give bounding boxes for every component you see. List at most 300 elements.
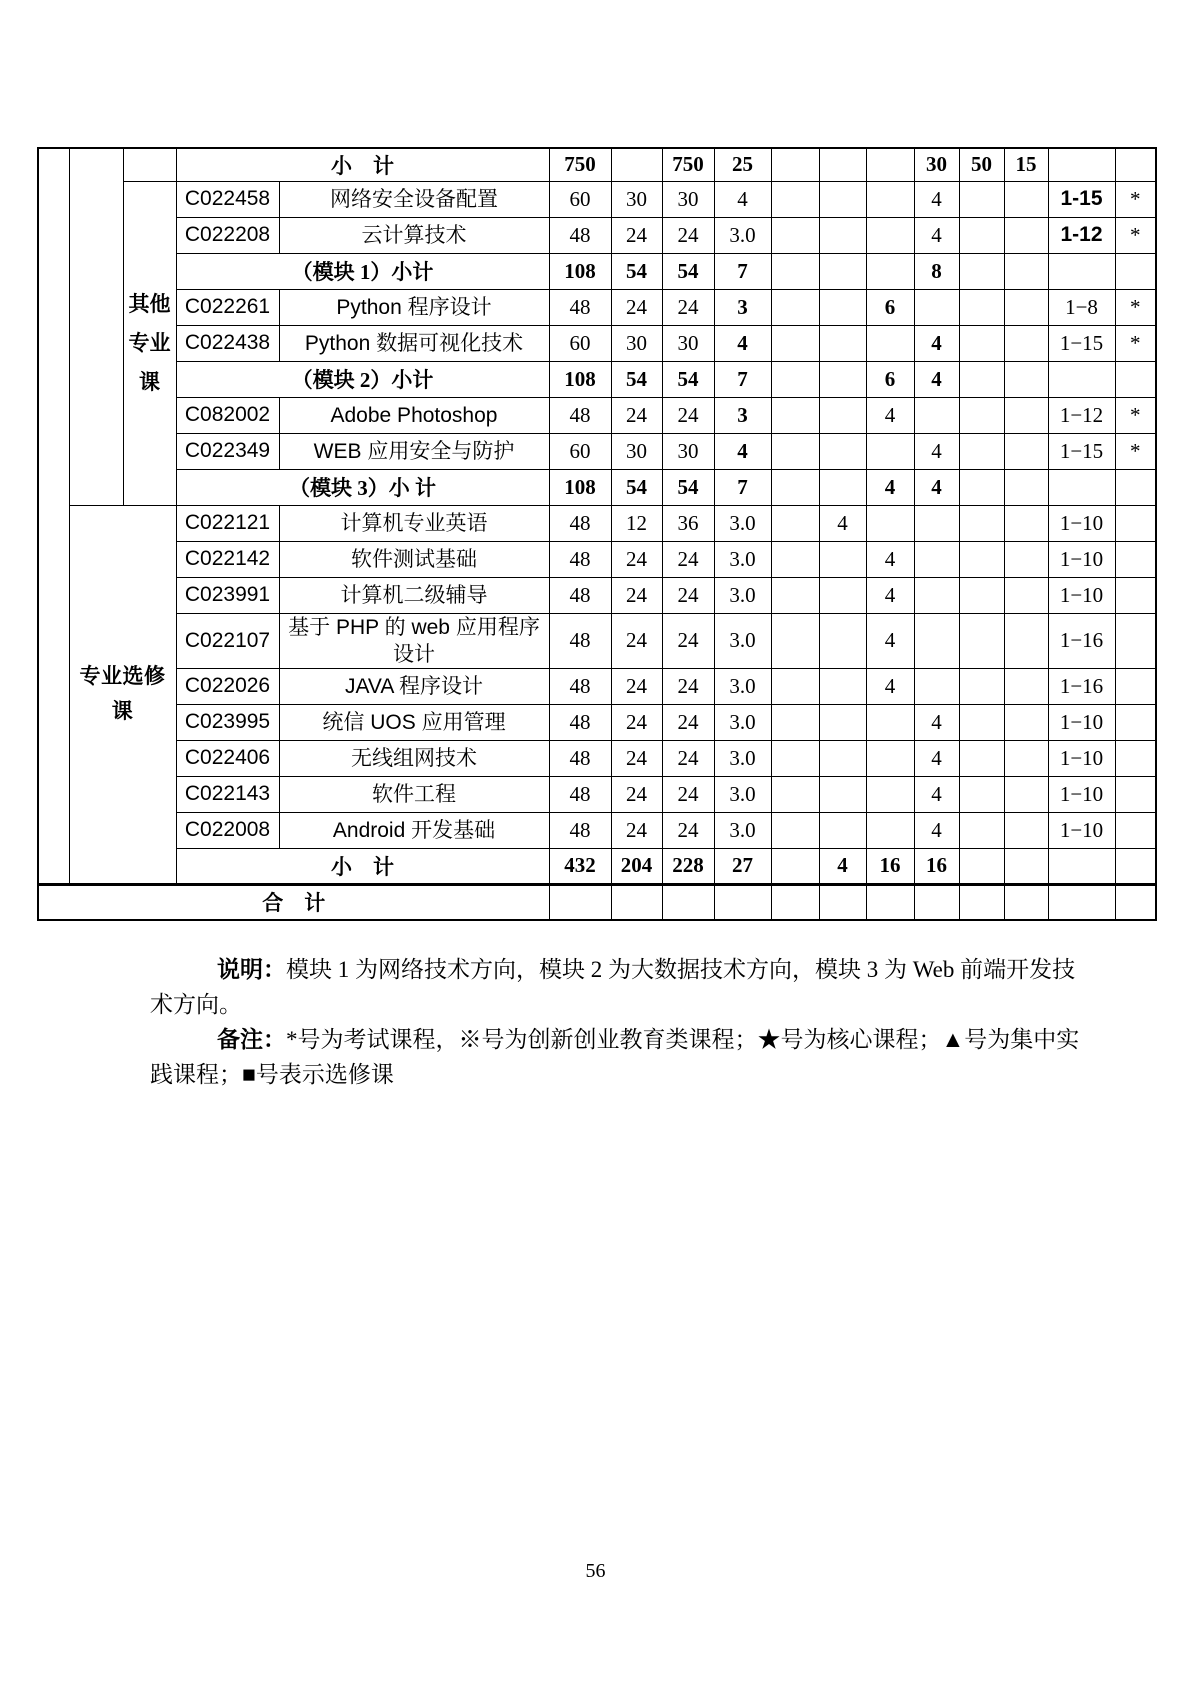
sem3-cell: 4 bbox=[866, 469, 914, 505]
sem2-cell bbox=[819, 289, 866, 325]
sem5-cell bbox=[959, 668, 1004, 704]
exam-flag-cell: * bbox=[1115, 433, 1156, 469]
table-row bbox=[38, 668, 1156, 704]
practice-hours-cell: 24 bbox=[662, 776, 714, 812]
lecture-hours-cell: 24 bbox=[611, 217, 662, 253]
practice-hours-cell: 24 bbox=[662, 289, 714, 325]
lecture-hours-cell: 24 bbox=[611, 740, 662, 776]
table-row bbox=[38, 289, 1156, 325]
sem2-cell bbox=[819, 577, 866, 613]
total-hours-cell: 48 bbox=[549, 289, 611, 325]
credits-cell: 7 bbox=[714, 361, 771, 397]
sem4-cell bbox=[914, 884, 959, 920]
lecture-hours-cell: 24 bbox=[611, 776, 662, 812]
table-row bbox=[38, 469, 1156, 505]
total-hours-cell: 60 bbox=[549, 181, 611, 217]
lecture-hours-cell: 24 bbox=[611, 613, 662, 668]
sem5-cell bbox=[959, 253, 1004, 289]
table-row bbox=[38, 541, 1156, 577]
sem5-cell: 50 bbox=[959, 148, 1004, 181]
sem3-cell: 16 bbox=[866, 848, 914, 884]
sem6-cell bbox=[1004, 325, 1048, 361]
total-hours-cell: 432 bbox=[549, 848, 611, 884]
weeks-cell: 1−10 bbox=[1048, 740, 1115, 776]
sem1-cell bbox=[771, 668, 819, 704]
exam-flag-cell bbox=[1115, 812, 1156, 848]
sem3-cell bbox=[866, 884, 914, 920]
sem4-cell: 4 bbox=[914, 217, 959, 253]
note-explanation-label: 说明： bbox=[217, 957, 286, 982]
exam-flag-cell bbox=[1115, 469, 1156, 505]
sem1-cell bbox=[771, 776, 819, 812]
sem4-cell: 30 bbox=[914, 148, 959, 181]
weeks-cell bbox=[1048, 148, 1115, 181]
sem4-cell: 4 bbox=[914, 469, 959, 505]
sem2-cell bbox=[819, 217, 866, 253]
total-hours-cell: 48 bbox=[549, 541, 611, 577]
practice-hours-cell bbox=[662, 884, 714, 920]
sem6-cell bbox=[1004, 505, 1048, 541]
note-explanation-text-cont: 术方向。 bbox=[150, 992, 242, 1017]
total-hours-cell: 48 bbox=[549, 505, 611, 541]
practice-hours-cell: 750 bbox=[662, 148, 714, 181]
lecture-hours-cell: 54 bbox=[611, 361, 662, 397]
course-code-cell: C022261 bbox=[176, 289, 279, 325]
practice-hours-cell: 54 bbox=[662, 469, 714, 505]
course-name-cell: Python 数据可视化技术 bbox=[279, 325, 549, 361]
table-row bbox=[38, 433, 1156, 469]
curriculum-table-body bbox=[38, 148, 1156, 920]
sem4-cell bbox=[914, 505, 959, 541]
total-hours-cell: 48 bbox=[549, 613, 611, 668]
sem5-cell bbox=[959, 217, 1004, 253]
weeks-cell: 1−10 bbox=[1048, 776, 1115, 812]
table-row bbox=[38, 505, 1156, 541]
sem1-cell bbox=[771, 217, 819, 253]
sem2-cell bbox=[819, 884, 866, 920]
sem1-cell bbox=[771, 253, 819, 289]
lecture-hours-cell: 24 bbox=[611, 812, 662, 848]
sem3-cell bbox=[866, 740, 914, 776]
curriculum-table bbox=[37, 147, 1157, 921]
sem2-cell bbox=[819, 704, 866, 740]
total-hours-cell: 108 bbox=[549, 469, 611, 505]
sem4-cell: 4 bbox=[914, 740, 959, 776]
exam-flag-cell: * bbox=[1115, 325, 1156, 361]
sem2-cell bbox=[819, 541, 866, 577]
sem1-cell bbox=[771, 740, 819, 776]
sem4-cell bbox=[914, 613, 959, 668]
exam-flag-cell bbox=[1115, 848, 1156, 884]
credits-cell: 3 bbox=[714, 397, 771, 433]
weeks-cell bbox=[1048, 253, 1115, 289]
sem5-cell bbox=[959, 577, 1004, 613]
exam-flag-cell bbox=[1115, 884, 1156, 920]
course-code-cell: C022208 bbox=[176, 217, 279, 253]
credits-cell: 3.0 bbox=[714, 704, 771, 740]
course-name-cell: Android 开发基础 bbox=[279, 812, 549, 848]
credits-cell: 3.0 bbox=[714, 668, 771, 704]
note-remark-line1 bbox=[150, 1022, 1080, 1057]
course-code-cell: C022121 bbox=[176, 505, 279, 541]
sem6-cell bbox=[1004, 253, 1048, 289]
practice-hours-cell: 24 bbox=[662, 704, 714, 740]
section-label-electives: 专业选修课 bbox=[69, 505, 176, 884]
sem4-cell: 8 bbox=[914, 253, 959, 289]
weeks-cell: 1−10 bbox=[1048, 541, 1115, 577]
lecture-hours-cell bbox=[611, 884, 662, 920]
practice-hours-cell: 24 bbox=[662, 812, 714, 848]
sem3-cell bbox=[866, 325, 914, 361]
lecture-hours-cell: 54 bbox=[611, 469, 662, 505]
sem6-cell bbox=[1004, 668, 1048, 704]
sem3-cell bbox=[866, 505, 914, 541]
sem1-cell bbox=[771, 397, 819, 433]
left-outer-empty-cell bbox=[38, 148, 69, 884]
table-row bbox=[38, 397, 1156, 433]
exam-flag-cell: * bbox=[1115, 289, 1156, 325]
note-remark-line2 bbox=[150, 1057, 1048, 1092]
lecture-hours-cell: 24 bbox=[611, 397, 662, 433]
course-name-cell: Python 程序设计 bbox=[279, 289, 549, 325]
exam-flag-cell bbox=[1115, 505, 1156, 541]
weeks-cell: 1−10 bbox=[1048, 577, 1115, 613]
sem5-cell bbox=[959, 433, 1004, 469]
lecture-hours-cell: 24 bbox=[611, 704, 662, 740]
sem6-cell bbox=[1004, 577, 1048, 613]
note-explanation-line1 bbox=[150, 952, 1076, 987]
practice-hours-cell: 24 bbox=[662, 668, 714, 704]
sem5-cell bbox=[959, 740, 1004, 776]
weeks-cell: 1−10 bbox=[1048, 505, 1115, 541]
course-code-cell: C022142 bbox=[176, 541, 279, 577]
exam-flag-cell bbox=[1115, 361, 1156, 397]
sem1-cell bbox=[771, 361, 819, 397]
practice-hours-cell: 24 bbox=[662, 613, 714, 668]
total-hours-cell: 48 bbox=[549, 776, 611, 812]
course-name-cell: 计算机二级辅导 bbox=[279, 577, 549, 613]
weeks-cell: 1−10 bbox=[1048, 704, 1115, 740]
sem6-cell bbox=[1004, 217, 1048, 253]
weeks-cell: 1−8 bbox=[1048, 289, 1115, 325]
credits-cell: 4 bbox=[714, 433, 771, 469]
sem3-cell bbox=[866, 433, 914, 469]
note-explanation-text: 模块 1 为网络技术方向，模块 2 为大数据技术方向，模块 3 为 Web 前端开发技 bbox=[286, 957, 1076, 982]
course-name-cell: 云计算技术 bbox=[279, 217, 549, 253]
sem1-cell bbox=[771, 812, 819, 848]
total-hours-cell: 108 bbox=[549, 361, 611, 397]
note-remark-label: 备注： bbox=[217, 1027, 286, 1052]
sem6-cell bbox=[1004, 433, 1048, 469]
sem6-cell bbox=[1004, 469, 1048, 505]
sem4-cell: 4 bbox=[914, 325, 959, 361]
sem1-cell bbox=[771, 704, 819, 740]
credits-cell: 3.0 bbox=[714, 812, 771, 848]
total-hours-cell: 48 bbox=[549, 704, 611, 740]
weeks-cell: 1−16 bbox=[1048, 668, 1115, 704]
sem3-cell: 6 bbox=[866, 361, 914, 397]
weeks-cell: 1−16 bbox=[1048, 613, 1115, 668]
sem2-cell: 4 bbox=[819, 848, 866, 884]
exam-flag-cell bbox=[1115, 704, 1156, 740]
sem2-cell bbox=[819, 469, 866, 505]
course-code-cell: C022143 bbox=[176, 776, 279, 812]
sem3-cell bbox=[866, 812, 914, 848]
sem4-cell: 4 bbox=[914, 361, 959, 397]
course-name-cell: Adobe Photoshop bbox=[279, 397, 549, 433]
sem4-cell: 4 bbox=[914, 776, 959, 812]
sem2-cell bbox=[819, 812, 866, 848]
sem3-cell: 4 bbox=[866, 397, 914, 433]
lecture-hours-cell: 12 bbox=[611, 505, 662, 541]
credits-cell: 4 bbox=[714, 325, 771, 361]
weeks-cell: 1−10 bbox=[1048, 812, 1115, 848]
course-name-cell: WEB 应用安全与防护 bbox=[279, 433, 549, 469]
lecture-hours-cell: 30 bbox=[611, 325, 662, 361]
lecture-hours-cell: 30 bbox=[611, 181, 662, 217]
exam-flag-cell bbox=[1115, 541, 1156, 577]
sem1-cell bbox=[771, 848, 819, 884]
practice-hours-cell: 54 bbox=[662, 253, 714, 289]
sem2-cell bbox=[819, 433, 866, 469]
sem4-cell bbox=[914, 577, 959, 613]
sem5-cell bbox=[959, 613, 1004, 668]
sem3-cell bbox=[866, 704, 914, 740]
practice-hours-cell: 24 bbox=[662, 740, 714, 776]
table-row bbox=[38, 361, 1156, 397]
sem3-cell: 4 bbox=[866, 577, 914, 613]
weeks-cell bbox=[1048, 469, 1115, 505]
footnotes bbox=[150, 952, 1080, 1092]
credits-cell: 7 bbox=[714, 469, 771, 505]
sem6-cell bbox=[1004, 848, 1048, 884]
note-remark-text-cont: 践课程；■号表示选修课 bbox=[150, 1062, 394, 1087]
sem2-cell bbox=[819, 613, 866, 668]
practice-hours-cell: 24 bbox=[662, 397, 714, 433]
practice-hours-cell: 24 bbox=[662, 577, 714, 613]
sem4-cell bbox=[914, 541, 959, 577]
course-name-cell: 计算机专业英语 bbox=[279, 505, 549, 541]
sem6-cell bbox=[1004, 289, 1048, 325]
sem2-cell bbox=[819, 181, 866, 217]
table-row bbox=[38, 613, 1156, 668]
course-name-cell: 统信 UOS 应用管理 bbox=[279, 704, 549, 740]
course-code-cell: C082002 bbox=[176, 397, 279, 433]
sem6-cell bbox=[1004, 541, 1048, 577]
course-code-cell: C022008 bbox=[176, 812, 279, 848]
credits-cell: 4 bbox=[714, 181, 771, 217]
sem5-cell bbox=[959, 505, 1004, 541]
sem5-cell bbox=[959, 289, 1004, 325]
credits-cell: 3.0 bbox=[714, 217, 771, 253]
practice-hours-cell: 54 bbox=[662, 361, 714, 397]
credits-cell bbox=[714, 884, 771, 920]
course-code-cell: C022406 bbox=[176, 740, 279, 776]
total-hours-cell: 48 bbox=[549, 577, 611, 613]
sem1-cell bbox=[771, 433, 819, 469]
sem3-cell bbox=[866, 148, 914, 181]
sem6-cell bbox=[1004, 613, 1048, 668]
exam-flag-cell bbox=[1115, 740, 1156, 776]
total-hours-cell: 48 bbox=[549, 397, 611, 433]
sem2-cell bbox=[819, 361, 866, 397]
section-label-spacer-cell bbox=[123, 148, 176, 181]
exam-flag-cell: * bbox=[1115, 181, 1156, 217]
sem2-cell bbox=[819, 325, 866, 361]
practice-hours-cell: 30 bbox=[662, 433, 714, 469]
sem3-cell: 6 bbox=[866, 289, 914, 325]
exam-flag-cell bbox=[1115, 668, 1156, 704]
sem3-cell bbox=[866, 776, 914, 812]
sem1-cell bbox=[771, 613, 819, 668]
sem4-cell: 4 bbox=[914, 433, 959, 469]
lecture-hours-cell: 54 bbox=[611, 253, 662, 289]
course-code-cell: C023991 bbox=[176, 577, 279, 613]
sem6-cell bbox=[1004, 704, 1048, 740]
lecture-hours-cell: 30 bbox=[611, 433, 662, 469]
grand-total-label-cell: 合 计 bbox=[38, 884, 549, 920]
sem3-cell: 4 bbox=[866, 541, 914, 577]
course-name-cell: 基于 PHP 的 web 应用程序设计 bbox=[279, 613, 549, 668]
sem5-cell bbox=[959, 812, 1004, 848]
sem4-cell bbox=[914, 289, 959, 325]
lecture-hours-cell bbox=[611, 148, 662, 181]
lecture-hours-cell: 24 bbox=[611, 577, 662, 613]
sem1-cell bbox=[771, 469, 819, 505]
practice-hours-cell: 30 bbox=[662, 325, 714, 361]
table-row bbox=[38, 148, 1156, 181]
credits-cell: 25 bbox=[714, 148, 771, 181]
credits-cell: 3.0 bbox=[714, 613, 771, 668]
sem4-cell bbox=[914, 397, 959, 433]
lecture-hours-cell: 204 bbox=[611, 848, 662, 884]
weeks-cell: 1-15 bbox=[1048, 181, 1115, 217]
credits-cell: 27 bbox=[714, 848, 771, 884]
sem3-cell bbox=[866, 253, 914, 289]
exam-flag-cell: * bbox=[1115, 217, 1156, 253]
table-row bbox=[38, 181, 1156, 217]
exam-flag-cell bbox=[1115, 253, 1156, 289]
sem2-cell bbox=[819, 397, 866, 433]
course-code-cell: C023995 bbox=[176, 704, 279, 740]
weeks-cell: 1−15 bbox=[1048, 325, 1115, 361]
sem4-cell: 4 bbox=[914, 704, 959, 740]
credits-cell: 7 bbox=[714, 253, 771, 289]
sem1-cell bbox=[771, 181, 819, 217]
sem1-cell bbox=[771, 884, 819, 920]
sem6-cell bbox=[1004, 397, 1048, 433]
sem6-cell bbox=[1004, 361, 1048, 397]
sem1-cell bbox=[771, 505, 819, 541]
total-hours-cell: 108 bbox=[549, 253, 611, 289]
note-remark-text: *号为考试课程，※号为创新创业教育类课程；★号为核心课程；▲号为集中实 bbox=[286, 1027, 1080, 1052]
subtotal-label-cell: （模块 3）小 计 bbox=[176, 469, 549, 505]
sem3-cell: 4 bbox=[866, 613, 914, 668]
sem5-cell bbox=[959, 704, 1004, 740]
table-row bbox=[38, 325, 1156, 361]
sem1-cell bbox=[771, 148, 819, 181]
sem5-cell bbox=[959, 181, 1004, 217]
sem5-cell bbox=[959, 884, 1004, 920]
sem4-cell: 16 bbox=[914, 848, 959, 884]
total-hours-cell: 48 bbox=[549, 668, 611, 704]
credits-cell: 3 bbox=[714, 289, 771, 325]
course-name-cell: 无线组网技术 bbox=[279, 740, 549, 776]
total-hours-cell bbox=[549, 884, 611, 920]
sem5-cell bbox=[959, 469, 1004, 505]
course-name-cell: 软件工程 bbox=[279, 776, 549, 812]
course-code-cell: C022026 bbox=[176, 668, 279, 704]
practice-hours-cell: 30 bbox=[662, 181, 714, 217]
sem2-cell: 4 bbox=[819, 505, 866, 541]
total-hours-cell: 60 bbox=[549, 433, 611, 469]
note-explanation-line2 bbox=[150, 987, 1048, 1022]
sem3-cell: 4 bbox=[866, 668, 914, 704]
table-row bbox=[38, 704, 1156, 740]
weeks-cell bbox=[1048, 848, 1115, 884]
page-number: 56 bbox=[585, 1560, 606, 1582]
table-row bbox=[38, 253, 1156, 289]
sem4-cell: 4 bbox=[914, 812, 959, 848]
subtotal-label-cell: （模块 1）小计 bbox=[176, 253, 549, 289]
sem1-cell bbox=[771, 325, 819, 361]
sem2-cell bbox=[819, 148, 866, 181]
total-hours-cell: 48 bbox=[549, 217, 611, 253]
lecture-hours-cell: 24 bbox=[611, 289, 662, 325]
course-name-cell: 网络安全设备配置 bbox=[279, 181, 549, 217]
credits-cell: 3.0 bbox=[714, 740, 771, 776]
sem5-cell bbox=[959, 848, 1004, 884]
total-hours-cell: 48 bbox=[549, 812, 611, 848]
table-row bbox=[38, 740, 1156, 776]
weeks-cell bbox=[1048, 361, 1115, 397]
credits-cell: 3.0 bbox=[714, 505, 771, 541]
practice-hours-cell: 228 bbox=[662, 848, 714, 884]
lecture-hours-cell: 24 bbox=[611, 668, 662, 704]
weeks-cell bbox=[1048, 884, 1115, 920]
table-row bbox=[38, 884, 1156, 920]
lecture-hours-cell: 24 bbox=[611, 541, 662, 577]
course-name-cell: 软件测试基础 bbox=[279, 541, 549, 577]
exam-flag-cell bbox=[1115, 776, 1156, 812]
table-row bbox=[38, 812, 1156, 848]
sem5-cell bbox=[959, 361, 1004, 397]
sem5-cell bbox=[959, 325, 1004, 361]
sem1-cell bbox=[771, 577, 819, 613]
sem2-cell bbox=[819, 253, 866, 289]
sem2-cell bbox=[819, 740, 866, 776]
credits-cell: 3.0 bbox=[714, 776, 771, 812]
sem6-cell bbox=[1004, 884, 1048, 920]
exam-flag-cell bbox=[1115, 148, 1156, 181]
table-row bbox=[38, 848, 1156, 884]
subtotal-label-cell: 小 计 bbox=[176, 848, 549, 884]
course-code-cell: C022349 bbox=[176, 433, 279, 469]
exam-flag-cell bbox=[1115, 577, 1156, 613]
weeks-cell: 1-12 bbox=[1048, 217, 1115, 253]
weeks-cell: 1−12 bbox=[1048, 397, 1115, 433]
total-hours-cell: 750 bbox=[549, 148, 611, 181]
course-code-cell: C022438 bbox=[176, 325, 279, 361]
sem6-cell: 15 bbox=[1004, 148, 1048, 181]
practice-hours-cell: 24 bbox=[662, 541, 714, 577]
sem4-cell: 4 bbox=[914, 181, 959, 217]
subtotal-label-cell: （模块 2）小计 bbox=[176, 361, 549, 397]
sem5-cell bbox=[959, 776, 1004, 812]
sem1-cell bbox=[771, 541, 819, 577]
exam-flag-cell: * bbox=[1115, 397, 1156, 433]
sem5-cell bbox=[959, 397, 1004, 433]
